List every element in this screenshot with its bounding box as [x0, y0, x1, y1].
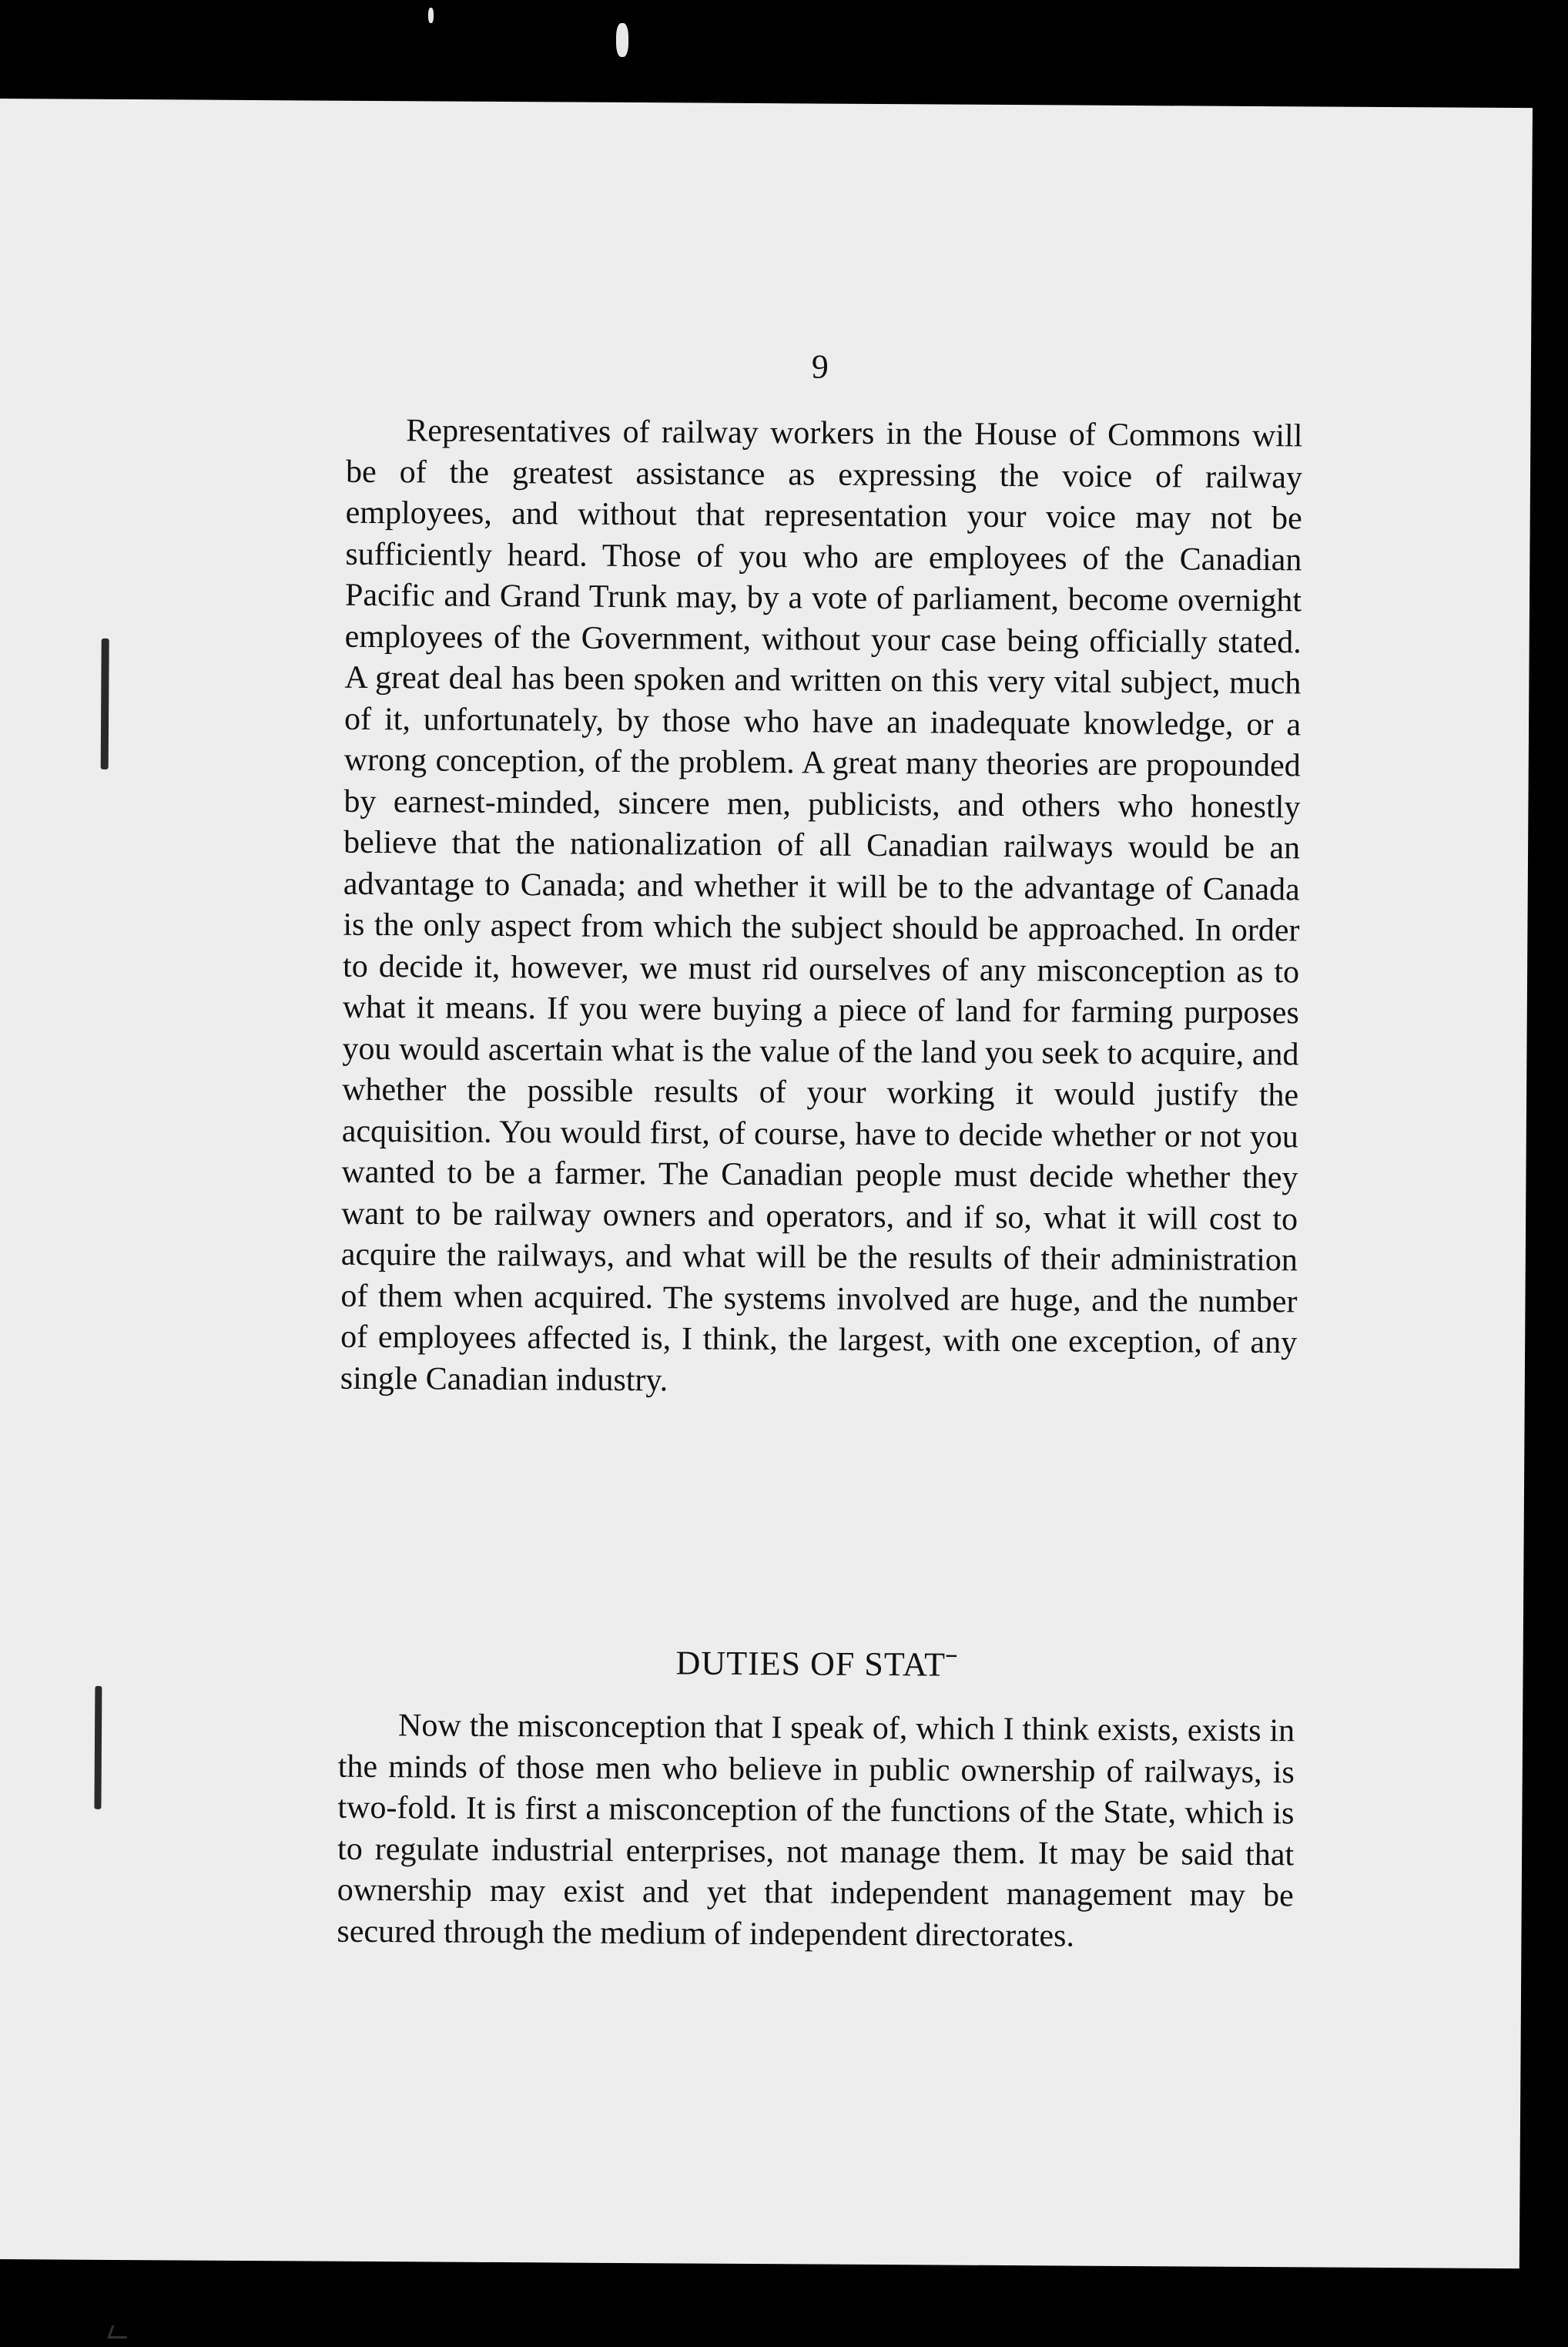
paragraph: Now the misconception that I speak of, which I think exists, exists in the minds of those men who believe in public ownership of railways, is two-fold. It is first a misconception of the functions of the State, which is to regulate industrial enterprises, not manage them. It may be said that ownership may exist and yet that independent management may be secured through the medium of independent directorates.	[337, 1708, 1295, 1954]
scan-artifact-mark	[616, 23, 628, 57]
page-number: 9	[811, 347, 829, 386]
section-heading: DUTIES OF STATˉ	[675, 1644, 958, 1684]
paragraph: Representatives of railway workers in the House of Commons will be of the greatest assistance as expressing the voice of railway employees, and without that representation your voice may not be sufficiently heard. Those of you who are employees of the Canadian Pacific and Grand Trunk may, by a vote of parliament, become overnight employees of the Government, without your case being officially stated. A great deal has been spoken and written on this very vital subject, much of it, unfortunately, by those who have an inadequate knowledge, or a wrong conception, of the problem. A great many theories are propounded by earnest-minded, sincere men, publicists, and others who honestly believe that the nationalization of all Canadian railways would be an advantage to Canada; and whether it will be to the advantage of Canada is the only aspect from which the subject should be approached. In order to decide it, however, we must rid ourselves of any misconception as to what it means. If you were buying a piece of land for farming purposes you would ascertain what is the value of the land you seek to acquire, and whether the possible results of your working it would justify the acquisition. You would first, of course, have to decide whether or not you wanted to be a farmer. The Canadian people must decide whether they want to be railway owners and operators, and if so, what it will cost to acquire the railways, and what will be the results of their administration of them when acquired. The systems involved are huge, and the number of employees affected is, I think, the largest, with one exception, of any single Canadian industry.	[340, 413, 1303, 1398]
body-text-top	[340, 411, 1303, 1406]
document-page	[0, 99, 1533, 2268]
scan-artifact-mark	[107, 2325, 131, 2339]
scan-artifact-mark	[428, 8, 434, 23]
body-text-bottom	[337, 1705, 1295, 1959]
margin-binding-mark	[101, 639, 109, 769]
margin-binding-mark	[94, 1686, 102, 1809]
